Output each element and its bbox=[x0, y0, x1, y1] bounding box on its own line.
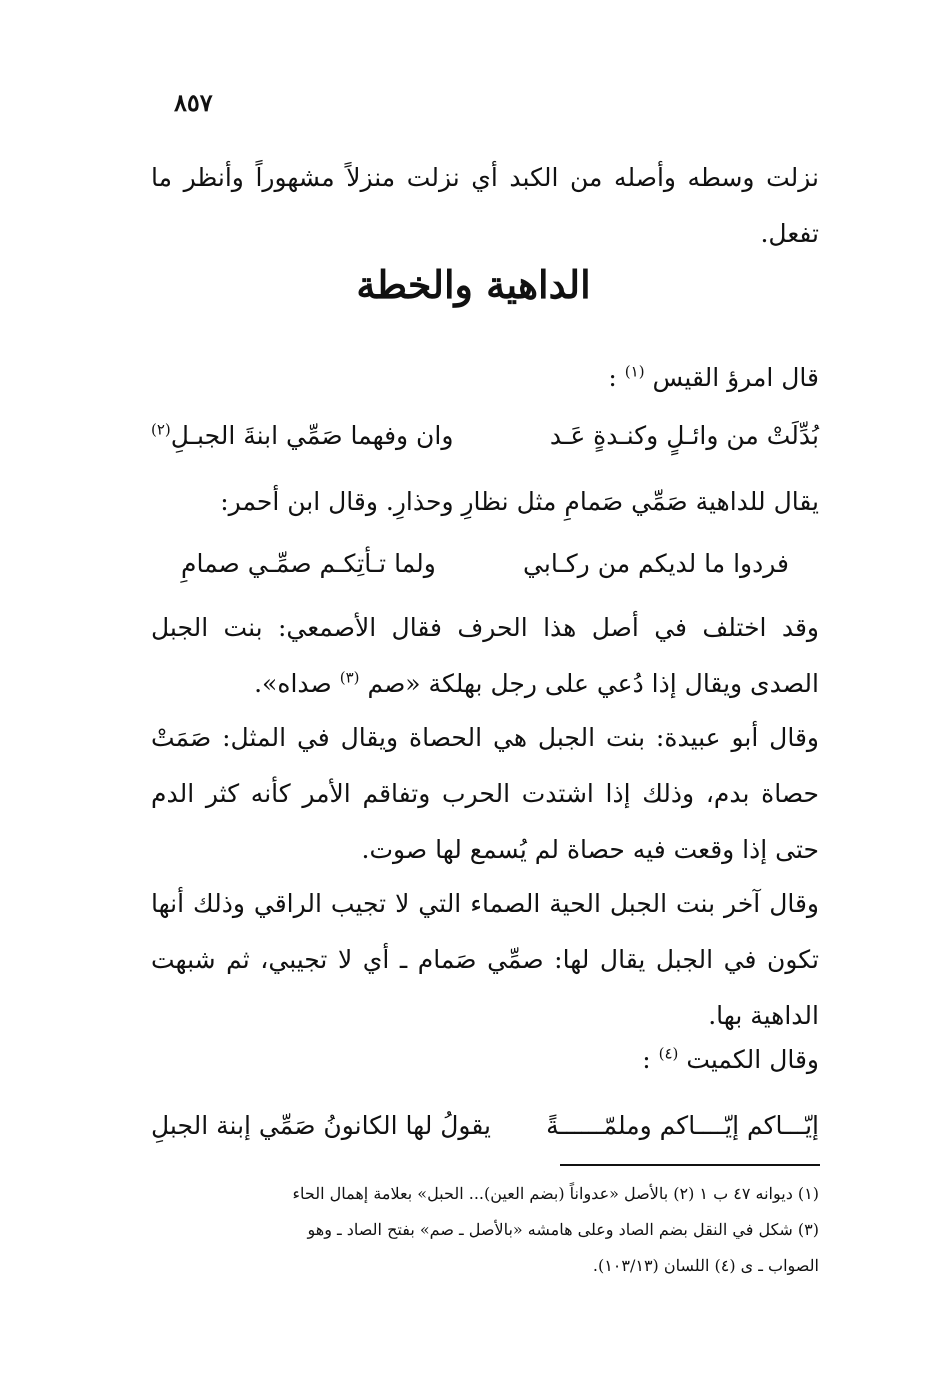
verse-1-first-hemistich: بُدِّلَتْ من وائـلٍ وكنـدةٍ عَـد bbox=[549, 421, 819, 450]
verse-3-first-hemistich: إيّـــاكم إيّــــاكم وملمّــــــةً bbox=[546, 1111, 819, 1140]
paragraph-abu-ubayda: وقال أبو عبيدة: بنت الجبل هي الحصاة ويقال في المثل: صَمَتْ حصاة بدم، وذلك إذا اشتدت الحرب وتفاقم الأمر كأنه كثر الدم حتى إذا وقعت فيه حصاة لم يُسمع لها صوت. bbox=[151, 723, 819, 864]
verse-1-second-text: وان وفهما صَمِّي ابنةَ الجبـلِ bbox=[170, 421, 454, 450]
poet-intro-kumayt-colon: : bbox=[642, 1045, 651, 1074]
paragraph-asmai-text: وقد اختلف في أصل هذا الحرف فقال الأصمعي: بنت الجبل الصدى ويقال إذا دُعي على رجل بهلكة «صم bbox=[151, 613, 819, 698]
footnote-ref-1: (١) bbox=[624, 362, 645, 381]
verse-2 bbox=[151, 536, 819, 592]
poet-intro-kumayt-text: وقال الكميت bbox=[686, 1045, 819, 1074]
verse-2-first-hemistich: فردوا ما لديكم من ركـابي bbox=[523, 549, 789, 578]
paragraph-samami: يقال للداهية صَمِّي صَمامِ مثل نظارِ وحذارِ. وقال ابن أحمر: bbox=[220, 487, 819, 516]
paragraph-asmai bbox=[151, 600, 819, 712]
paragraph-serpent: وقال آخر بنت الجبل الحية الصماء التي لا تجيب الراقي وذلك أنها تكون في الجبل يقال لها: صمِّي صَمام ـ أي لا تجيبي، ثم شبهت الداهية بها. bbox=[151, 889, 819, 1030]
verse-3 bbox=[151, 1098, 819, 1154]
poet-intro-colon: : bbox=[608, 363, 617, 392]
footnotes bbox=[151, 1176, 819, 1284]
footnote-ref-2: (٢) bbox=[151, 420, 171, 439]
footnote-ref-4: (٤) bbox=[658, 1044, 679, 1063]
poet-intro-text: قال امرؤ القيس bbox=[652, 363, 819, 392]
footnote-separator bbox=[560, 1164, 820, 1166]
poet-intro-kumayt bbox=[151, 1032, 819, 1088]
verse-3-second-hemistich: يقولُ لها الكانونُ صَمِّي إبنة الجبلِ bbox=[151, 1111, 491, 1140]
page-number: ٨٥٧ bbox=[174, 88, 213, 117]
footnote-ref-3: (٣) bbox=[339, 668, 360, 687]
verse-2-second-hemistich: ولما تـأتِكـم صمِّـي صمامِ bbox=[181, 549, 436, 578]
verse-1 bbox=[151, 408, 819, 464]
paragraph-asmai-tail: صداه». bbox=[254, 669, 332, 698]
section-heading: الداهية والخطة bbox=[356, 262, 591, 307]
verse-1-second-hemistich bbox=[151, 408, 453, 464]
intro-paragraph: نزلت وسطه وأصله من الكبد أي نزلت منزلاً مشهوراً وأنظر ما تفعل. bbox=[151, 163, 819, 248]
footnote-line: (١) ديوانه ٤٧ ب ١ (٢) بالأصل «عدواناً (بضم العين)... الحبل» بعلامة إهمال الحاء bbox=[292, 1184, 819, 1203]
poet-intro-imru-al-qays bbox=[151, 350, 819, 406]
footnote-line: (٣) شكل في النقل بضم الصاد وعلى هامشه «بالأصل ـ صم» بفتح الصاد ـ وهو bbox=[307, 1220, 819, 1239]
footnote-line: الصواب ـ ى (٤) اللسان (١٠٣/١٣). bbox=[592, 1256, 819, 1275]
